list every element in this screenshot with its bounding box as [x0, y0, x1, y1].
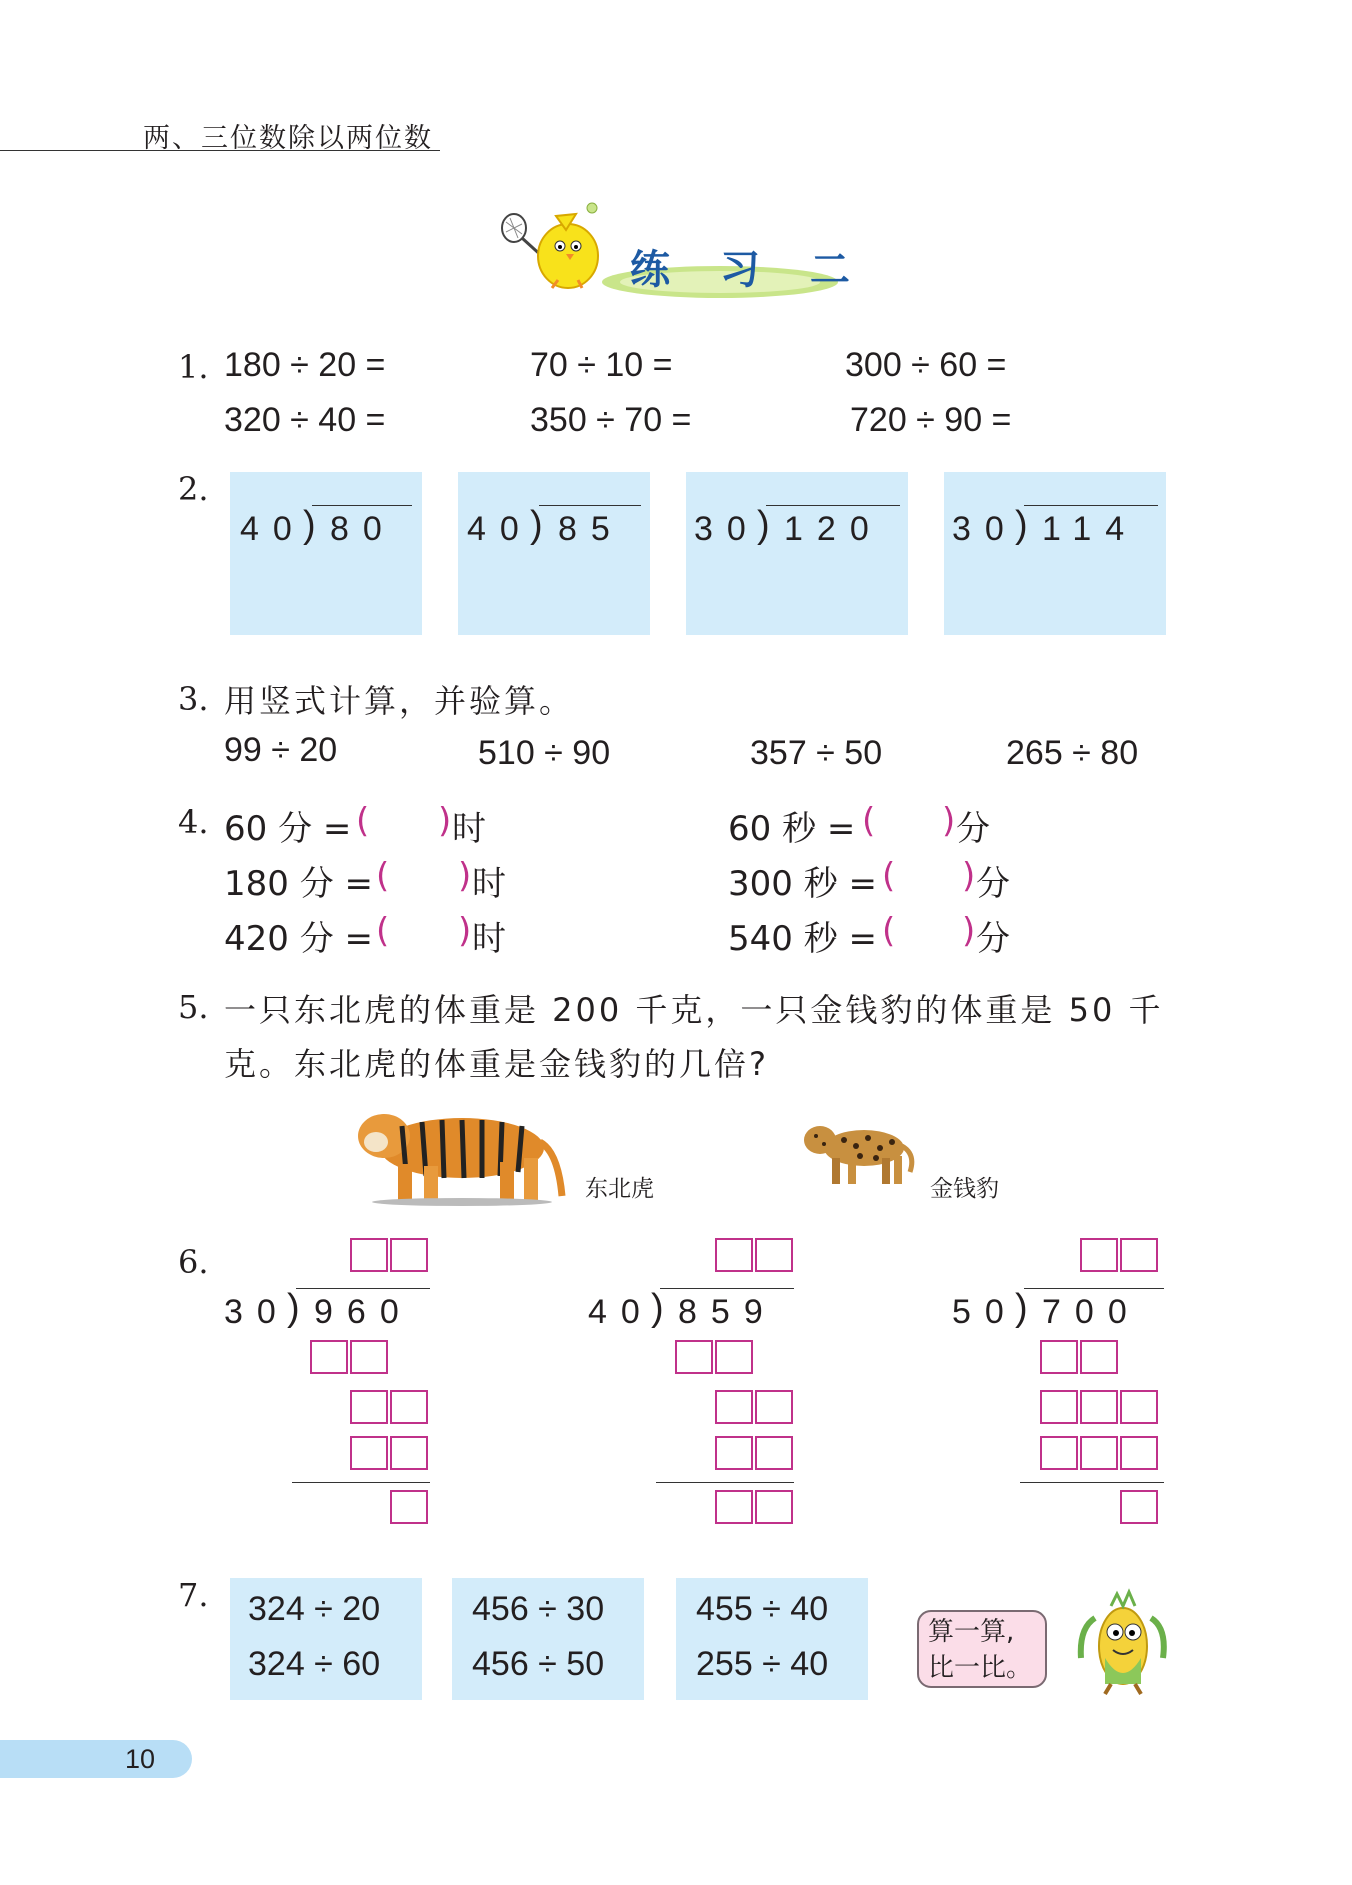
- leopard-icon: [798, 1110, 918, 1190]
- division-line: [1020, 1482, 1164, 1483]
- answer-square[interactable]: [350, 1390, 388, 1424]
- q7-expr: 324 ÷ 60: [248, 1645, 381, 1683]
- q4-close-paren: ): [942, 801, 956, 841]
- q4-right-3-suffix: 分: [976, 919, 1010, 959]
- q4-right-3-prefix: 540 秒 =: [728, 919, 877, 959]
- answer-square[interactable]: [1040, 1436, 1078, 1470]
- q3-expr-3: 357 ÷ 50: [750, 734, 883, 772]
- q7-expr: 324 ÷ 20: [248, 1590, 381, 1628]
- q4-open-paren: (: [376, 856, 390, 896]
- division-overline: [766, 505, 900, 506]
- q4-close-paren: ): [962, 856, 976, 896]
- chick-mascot-icon: [496, 202, 606, 294]
- answer-square[interactable]: [350, 1340, 388, 1374]
- q2-box-4: [944, 472, 1166, 635]
- division-overline: [312, 505, 412, 506]
- q4-open-paren: (: [882, 911, 896, 951]
- q4-close-paren: ): [458, 856, 472, 896]
- q6-divisor-1: 30: [224, 1293, 290, 1331]
- q4-close-paren: ): [458, 911, 472, 951]
- answer-square[interactable]: [1080, 1436, 1118, 1470]
- q1-expr-6: 720 ÷ 90 =: [850, 401, 1012, 439]
- q6-dividend-2: 859: [678, 1293, 777, 1331]
- q6-divisor-3: 50: [952, 1293, 1018, 1331]
- q7-expr: 255 ÷ 40: [696, 1645, 829, 1683]
- q2-box-3: [686, 472, 908, 635]
- q2-divisor-3: 30: [694, 510, 760, 548]
- q5-line-2: 克。东北虎的体重是金钱豹的几倍?: [224, 1045, 769, 1083]
- q4-left-3-prefix: 420 分 =: [224, 919, 373, 959]
- q4-right-1-prefix: 60 秒 =: [728, 809, 856, 849]
- answer-square[interactable]: [1120, 1238, 1158, 1272]
- q2-dividend-4: 114: [1042, 510, 1139, 548]
- q7-expr: 456 ÷ 30: [472, 1590, 605, 1628]
- q4-open-paren: (: [376, 911, 390, 951]
- q6-number: 6.: [178, 1243, 209, 1281]
- q4-left-3-suffix: 时: [472, 919, 506, 959]
- answer-square[interactable]: [715, 1238, 753, 1272]
- q6-divisor-2: 40: [588, 1293, 654, 1331]
- q2-box-2: [458, 472, 650, 635]
- bubble-line-1: 算一算,: [928, 1617, 1015, 1647]
- answer-square[interactable]: [390, 1238, 428, 1272]
- answer-square[interactable]: [755, 1390, 793, 1424]
- answer-square[interactable]: [1120, 1490, 1158, 1524]
- division-line: [656, 1482, 794, 1483]
- answer-square[interactable]: [390, 1390, 428, 1424]
- q4-close-paren: ): [438, 801, 452, 841]
- q4-left-2-suffix: 时: [472, 864, 506, 904]
- division-bracket: ): [303, 504, 316, 546]
- q7-expr: 456 ÷ 50: [472, 1645, 605, 1683]
- q2-divisor-1: 40: [240, 510, 306, 548]
- page-number: 10: [125, 1744, 156, 1774]
- q3-expr-2: 510 ÷ 90: [478, 734, 611, 772]
- q7-expr: 455 ÷ 40: [696, 1590, 829, 1628]
- answer-square[interactable]: [1120, 1390, 1158, 1424]
- q2-dividend-1: 80: [330, 510, 396, 548]
- q6-dividend-1: 960: [314, 1293, 413, 1331]
- leopard-caption: 金钱豹: [930, 1176, 999, 1202]
- q2-number: 2.: [178, 470, 209, 508]
- q2-dividend-2: 85: [558, 510, 624, 548]
- q4-open-paren: (: [862, 801, 876, 841]
- q2-divisor-4: 30: [952, 510, 1018, 548]
- q3-expr-1: 99 ÷ 20: [224, 731, 338, 769]
- answer-square[interactable]: [1080, 1238, 1118, 1272]
- q1-expr-1: 180 ÷ 20 =: [224, 346, 386, 384]
- answer-square[interactable]: [1080, 1390, 1118, 1424]
- answer-square[interactable]: [1040, 1340, 1078, 1374]
- q4-left-1-suffix: 时: [452, 809, 486, 849]
- q1-expr-3: 300 ÷ 60 =: [845, 346, 1007, 384]
- q4-left-2-prefix: 180 分 =: [224, 864, 373, 904]
- q3-number: 3.: [178, 680, 209, 718]
- page-number-tab: [0, 1740, 192, 1778]
- answer-square[interactable]: [390, 1490, 428, 1524]
- q4-right-1-suffix: 分: [956, 809, 990, 849]
- q2-divisor-2: 40: [467, 510, 533, 548]
- answer-square[interactable]: [755, 1490, 793, 1524]
- corn-mascot-icon: [1075, 1588, 1170, 1698]
- division-bracket: ): [757, 504, 770, 546]
- q5-line-1: 一只东北虎的体重是 200 千克，一只金钱豹的体重是 50 千: [224, 991, 1164, 1029]
- q4-number: 4.: [178, 803, 209, 841]
- bubble-line-2: 比一比。: [928, 1653, 1033, 1683]
- header-rule: [0, 150, 440, 151]
- division-bracket: ): [287, 1287, 300, 1329]
- division-line: [292, 1482, 430, 1483]
- division-bracket: ): [1015, 504, 1028, 546]
- answer-square[interactable]: [715, 1340, 753, 1374]
- answer-square[interactable]: [1120, 1436, 1158, 1470]
- tiger-icon: [352, 1092, 570, 1206]
- answer-square[interactable]: [715, 1436, 753, 1470]
- answer-square[interactable]: [675, 1340, 713, 1374]
- q3-expr-4: 265 ÷ 80: [1006, 734, 1139, 772]
- answer-square[interactable]: [310, 1340, 348, 1374]
- answer-square[interactable]: [350, 1238, 388, 1272]
- division-bracket: ): [651, 1287, 664, 1329]
- answer-square[interactable]: [390, 1436, 428, 1470]
- q4-right-2-suffix: 分: [976, 864, 1010, 904]
- answer-square[interactable]: [755, 1436, 793, 1470]
- answer-square[interactable]: [715, 1490, 753, 1524]
- q7-number: 7.: [178, 1576, 209, 1614]
- q4-open-paren: (: [882, 856, 896, 896]
- division-overline: [1024, 1288, 1164, 1289]
- q4-close-paren: ): [962, 911, 976, 951]
- q2-box-1: [230, 472, 422, 635]
- answer-square[interactable]: [755, 1238, 793, 1272]
- q4-open-paren: (: [356, 801, 370, 841]
- answer-square[interactable]: [715, 1390, 753, 1424]
- answer-square[interactable]: [1080, 1340, 1118, 1374]
- answer-square[interactable]: [1040, 1390, 1078, 1424]
- q1-expr-5: 350 ÷ 70 =: [530, 401, 692, 439]
- division-overline: [296, 1288, 430, 1289]
- q4-right-2-prefix: 300 秒 =: [728, 864, 877, 904]
- division-overline: [539, 505, 641, 506]
- q1-number: 1.: [178, 348, 209, 386]
- q3-instruction: 用竖式计算，并验算。: [224, 682, 575, 720]
- division-overline: [1024, 505, 1158, 506]
- division-overline: [660, 1288, 794, 1289]
- q1-expr-4: 320 ÷ 40 =: [224, 401, 386, 439]
- q2-dividend-3: 120: [784, 510, 883, 548]
- tiger-caption: 东北虎: [585, 1176, 654, 1202]
- q6-dividend-3: 700: [1042, 1293, 1141, 1331]
- exercise-title: 练 习 二: [630, 247, 868, 293]
- answer-square[interactable]: [350, 1436, 388, 1470]
- q5-number: 5.: [178, 988, 209, 1026]
- bubble-text: [928, 1614, 1032, 1686]
- q1-expr-2: 70 ÷ 10 =: [530, 346, 673, 384]
- chapter-title: 两、三位数除以两位数: [143, 123, 433, 154]
- division-bracket: ): [530, 504, 543, 546]
- division-bracket: ): [1015, 1287, 1028, 1329]
- q4-left-1-prefix: 60 分 =: [224, 809, 352, 849]
